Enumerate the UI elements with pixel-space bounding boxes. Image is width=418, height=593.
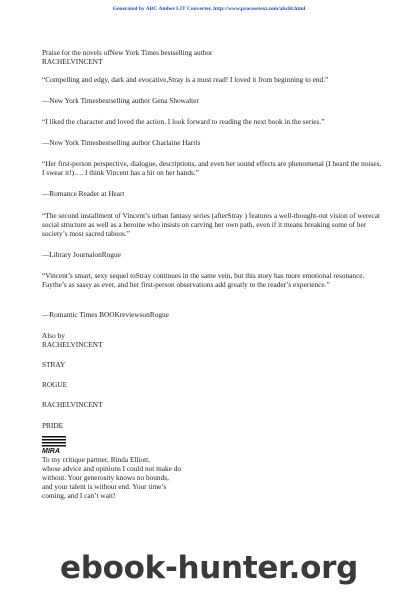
mira-logo — [42, 436, 68, 454]
review-quote: “Compelling and edgy, dark and evocative,Stray is a must read! I loved it from beginning to end.” — [42, 75, 329, 84]
generator-banner: Generated by ABC Amber LIT Converter, http://www.processtext.com/abclit.html — [112, 6, 306, 12]
dedication-line: To my critique partner, Rinda Elliott, — [42, 455, 151, 464]
dedication — [42, 455, 382, 500]
review-source: —New York Timesbestselling author Gena Showalter — [42, 96, 199, 105]
watermark: ebook-hunter.org — [60, 550, 358, 586]
praise-heading: Praise for the novels ofNew York Times bestselling author — [42, 48, 213, 57]
svg-text:MIRA: MIRA — [42, 448, 60, 454]
review-source: —Romantic Times BOOKreviewsonRogue — [42, 310, 169, 319]
dedication-line: whose advice and opinions I could not make do — [42, 464, 182, 473]
review-source: —New York Timesbestselling author Charlaine Harris — [42, 138, 201, 147]
review-source: —Library JournalonRogue — [42, 250, 121, 259]
dedication-line: coming, and I can’t wait! — [42, 491, 116, 500]
review-source: —Romance Reader at Heart — [42, 189, 125, 198]
book-title: RACHELVINCENT — [42, 400, 103, 409]
review-quote: “Her first-person perspective, dialogue, descriptions, and even her sound effects are phenomenal (I heard the noises, I swear it!)…. I think Vincent has a hit on her hands.” — [42, 159, 382, 177]
also-by-author: RACHELVINCENT — [42, 340, 103, 349]
book-title: ROGUE — [42, 380, 68, 389]
dedication-line: and your talent is without end. Your time’s — [42, 482, 167, 491]
review-quote: “Vincent’s smart, sexy sequel toStray continues in the same vein, but this story has more emotional resonance. Faythe’s as sassy as ever, and her first-person observations add greatly to the reader’s experience.” — [42, 271, 365, 289]
review-quote: “I liked the character and loved the action. I look forward to reading the next book in the series.” — [42, 117, 325, 126]
book-title: STRAY — [42, 360, 66, 369]
dedication-line: without. Your generosity knows no bounds, — [42, 473, 169, 482]
review-quote: “The second installment of Vincent’s urban fantasy series (afterStray ) features a well-thought-out vision of werecat social structure as well as a heroine who insists on carving her own path, even if it means breaking some of her society’s most sacred taboos.” — [42, 211, 381, 238]
book-title: PRIDE — [42, 421, 64, 430]
also-by-label: Also by — [42, 331, 65, 340]
author-name: RACHELVINCENT — [42, 57, 103, 66]
